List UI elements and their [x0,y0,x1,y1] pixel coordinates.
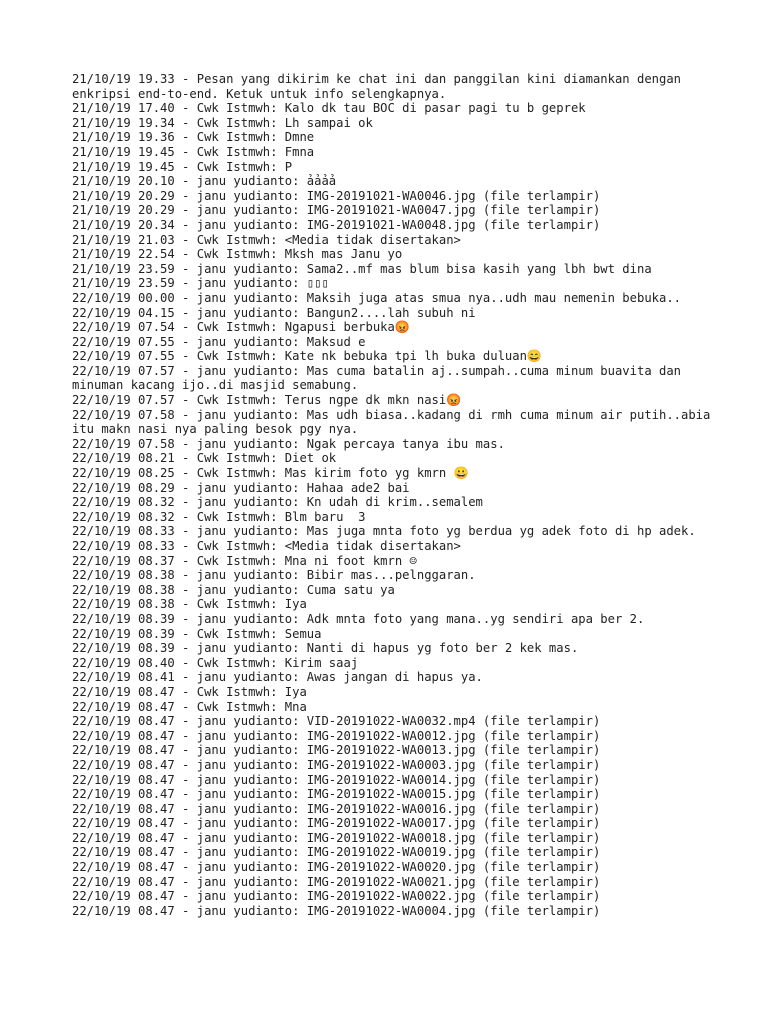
chat-line: 21/10/19 22.54 - Cwk Istmwh: Mksh mas Janu yo [72,247,403,262]
chat-line: 21/10/19 20.10 - janu yudianto: ảảảả [72,174,337,189]
chat-line: 22/10/19 08.47 - janu yudianto: IMG-20191022-WA0021.jpg (file terlampir) [72,874,601,889]
chat-line: 22/10/19 08.37 - Cwk Istmwh: Mna ni foot kmrn ☺ [72,553,417,568]
chat-line: 22/10/19 08.39 - Cwk Istmwh: Semua [72,626,322,641]
chat-line: 22/10/19 07.57 - janu yudianto: Mas cuma batalin aj..sumpah..cuma minum buavita dan minuman kacang ijo..di masjid semabung. [72,363,689,393]
chat-line: 21/10/19 20.29 - janu yudianto: IMG-20191021-WA0046.jpg (file terlampir) [72,188,601,203]
chat-line: 22/10/19 07.57 - Cwk Istmwh: Terus ngpe dk mkn nasi😡 [72,393,462,408]
chat-line: 22/10/19 08.38 - janu yudianto: Cuma satu ya [72,582,395,597]
chat-line: 21/10/19 19.45 - Cwk Istmwh: P [72,159,293,174]
chat-line: 22/10/19 08.47 - janu yudianto: IMG-20191022-WA0020.jpg (file terlampir) [72,860,601,875]
chat-line: 22/10/19 08.47 - janu yudianto: IMG-20191022-WA0004.jpg (file terlampir) [72,903,601,918]
chat-line: 22/10/19 08.38 - janu yudianto: Bibir mas...pelnggaran. [72,568,476,583]
chat-line: 22/10/19 07.54 - Cwk Istmwh: Ngapusi berbuka😡 [72,320,411,335]
chat-line: 22/10/19 08.32 - janu yudianto: Kn udah di krim..semalem [72,495,483,510]
chat-line: 21/10/19 19.33 - Pesan yang dikirim ke chat ini dan panggilan kini diamankan dengan enkripsi end-to-end. Ketuk untuk info selengkapnya. [72,72,689,101]
chat-line: 22/10/19 08.32 - Cwk Istmwh: Blm baru 3 [72,509,366,524]
chat-line: 22/10/19 08.47 - janu yudianto: IMG-20191022-WA0012.jpg (file terlampir) [72,728,601,743]
chat-line: 22/10/19 08.21 - Cwk Istmwh: Diet ok [72,451,337,466]
chat-line: 21/10/19 17.40 - Cwk Istmwh: Kalo dk tau BOC di pasar pagi tu b geprek [72,101,586,116]
chat-line: 22/10/19 08.47 - Cwk Istmwh: Iya [72,684,307,699]
chat-line: 21/10/19 21.03 - Cwk Istmwh: <Media tidak disertakan> [72,232,461,247]
chat-line: 22/10/19 08.47 - janu yudianto: VID-20191022-WA0032.mp4 (file terlampir) [72,714,601,729]
chat-line: 22/10/19 08.40 - Cwk Istmwh: Kirim saaj [72,655,359,670]
chat-line: 22/10/19 08.33 - Cwk Istmwh: <Media tidak disertakan> [72,539,461,553]
chat-line: 22/10/19 08.47 - janu yudianto: IMG-20191022-WA0018.jpg (file terlampir) [72,830,601,845]
chat-line: 22/10/19 07.55 - Cwk Istmwh: Kate nk bebuka tpi lh buka duluan😄 [72,349,543,364]
chat-line: 22/10/19 08.47 - janu yudianto: IMG-20191022-WA0016.jpg (file terlampir) [72,801,601,816]
chat-log [72,72,718,918]
chat-line: 22/10/19 08.41 - janu yudianto: Awas jangan di hapus ya. [72,670,483,685]
chat-line: 21/10/19 19.34 - Cwk Istmwh: Lh sampai ok [72,115,373,130]
chat-line: 22/10/19 08.47 - janu yudianto: IMG-20191022-WA0015.jpg (file terlampir) [72,787,601,802]
chat-line: 21/10/19 19.36 - Cwk Istmwh: Dmne [72,130,315,145]
chat-line: 22/10/19 08.47 - Cwk Istmwh: Mna [72,699,307,714]
chat-line: 22/10/19 08.47 - janu yudianto: IMG-20191022-WA0022.jpg (file terlampir) [72,889,601,904]
chat-line: 22/10/19 07.55 - janu yudianto: Maksud e [72,334,366,349]
chat-line: 22/10/19 08.33 - janu yudianto: Mas juga mnta foto yg berdua yg adek foto di hp adek. [72,524,696,539]
chat-line: 22/10/19 07.58 - janu yudianto: Ngak percaya tanya ibu mas. [72,436,505,451]
chat-line: 22/10/19 08.47 - janu yudianto: IMG-20191022-WA0003.jpg (file terlampir) [72,757,601,772]
chat-line: 22/10/19 08.47 - janu yudianto: IMG-20191022-WA0014.jpg (file terlampir) [72,772,601,787]
chat-line: 21/10/19 20.34 - janu yudianto: IMG-20191021-WA0048.jpg (file terlampir) [72,217,601,232]
chat-line: 22/10/19 08.39 - janu yudianto: Adk mnta foto yang mana..yg sendiri apa ber 2. [72,611,645,626]
chat-line: 22/10/19 00.00 - janu yudianto: Maksih juga atas smua nya..udh mau nemenin bebuka.. [72,290,682,305]
chat-line: 22/10/19 07.58 - janu yudianto: Mas udh biasa..kadang di rmh cuma minum air putih..abia itu makn nasi nya paling besok pgy nya. [72,407,718,437]
chat-line: 22/10/19 08.47 - janu yudianto: IMG-20191022-WA0019.jpg (file terlampir) [72,845,601,860]
chat-line: 21/10/19 23.59 - janu yudianto: Sama2..mf mas blum bisa kasih yang lbh bwt dina [72,261,652,276]
chat-line: 22/10/19 08.47 - janu yudianto: IMG-20191022-WA0013.jpg (file terlampir) [72,743,601,758]
chat-line: 22/10/19 04.15 - janu yudianto: Bangun2....lah subuh ni [72,305,476,320]
chat-line: 21/10/19 23.59 - janu yudianto: ▯▯▯ [72,276,329,291]
chat-line: 22/10/19 08.39 - janu yudianto: Nanti di hapus yg foto ber 2 kek mas. [72,641,579,656]
chat-line: 22/10/19 08.38 - Cwk Istmwh: Iya [72,597,307,612]
chat-line: 21/10/19 19.45 - Cwk Istmwh: Fmna [72,144,315,159]
chat-line: 22/10/19 08.25 - Cwk Istmwh: Mas kirim foto yg kmrn 😀 [72,466,469,481]
chat-line: 22/10/19 08.29 - janu yudianto: Hahaa ade2 bai [72,480,410,495]
chat-line: 22/10/19 08.47 - janu yudianto: IMG-20191022-WA0017.jpg (file terlampir) [72,816,601,831]
chat-line: 21/10/19 20.29 - janu yudianto: IMG-20191021-WA0047.jpg (file terlampir) [72,203,601,218]
